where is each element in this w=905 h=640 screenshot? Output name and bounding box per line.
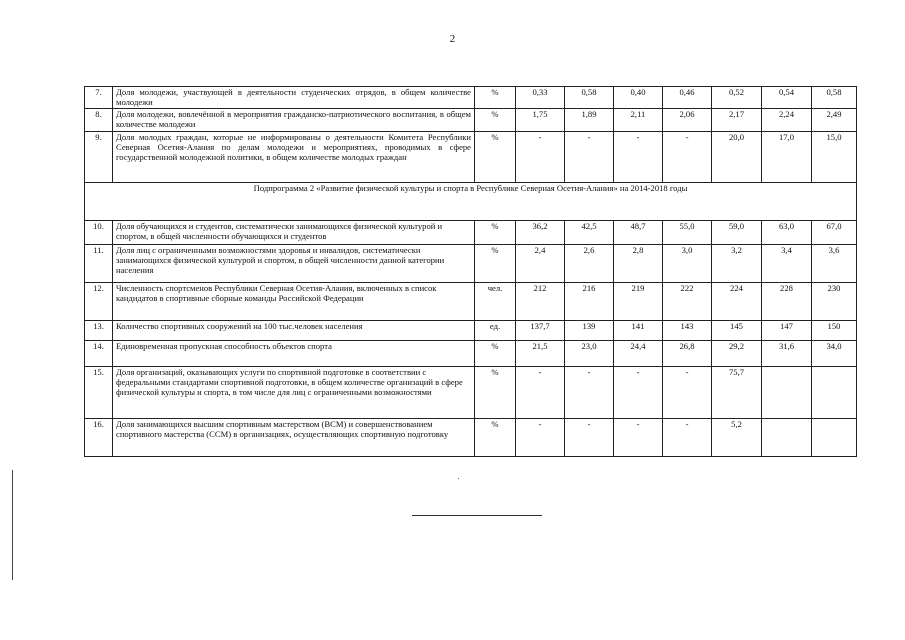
indicator-description: Доля молодых граждан, которые не информированы о деятельности Комитета Республики Северная Осетия-Алания по делам молодежи и мероприятиях, проводимых в сфере государственной молодежной политики, в общем количестве молодых граждан xyxy=(113,132,475,183)
value-cell xyxy=(812,367,857,419)
value-cell: 23,0 xyxy=(565,341,614,367)
indicators-table xyxy=(84,86,857,457)
value-cell: 20,0 xyxy=(712,132,762,183)
unit-cell: чел. xyxy=(475,283,516,321)
value-cell: 48,7 xyxy=(614,221,663,245)
value-cell: 31,6 xyxy=(762,341,812,367)
unit-cell: % xyxy=(475,109,516,132)
value-cell: 228 xyxy=(762,283,812,321)
row-number: 9. xyxy=(85,132,113,183)
value-cell: 2,6 xyxy=(565,245,614,283)
row-number: 10. xyxy=(85,221,113,245)
value-cell: - xyxy=(516,367,565,419)
value-cell: 42,5 xyxy=(565,221,614,245)
row-number: 11. xyxy=(85,245,113,283)
table-row xyxy=(85,367,857,419)
value-cell: - xyxy=(516,419,565,457)
value-cell: 2,17 xyxy=(712,109,762,132)
unit-cell: % xyxy=(475,367,516,419)
indicator-description: Доля занимающихся высшим спортивным мастерством (ВСМ) и совершенствованием спортивного мастерства (ССМ) в организациях, осуществляющих спортивную подготовку xyxy=(113,419,475,457)
indicator-description: Доля лиц с ограниченными возможностями здоровья и инвалидов, систематически занимающихся физической культурой и спортом, в общей численности данной категории населения xyxy=(113,245,475,283)
row-number: 16. xyxy=(85,419,113,457)
value-cell: 2,49 xyxy=(812,109,857,132)
value-cell: 26,8 xyxy=(663,341,712,367)
unit-cell: ед. xyxy=(475,321,516,341)
value-cell: 222 xyxy=(663,283,712,321)
indicator-description: Количество спортивных сооружений на 100 тыс.человек населения xyxy=(113,321,475,341)
value-cell: 0,33 xyxy=(516,87,565,109)
value-cell: 55,0 xyxy=(663,221,712,245)
value-cell: - xyxy=(614,419,663,457)
value-cell: - xyxy=(516,132,565,183)
value-cell: - xyxy=(663,132,712,183)
value-cell: 224 xyxy=(712,283,762,321)
row-number: 8. xyxy=(85,109,113,132)
value-cell: 2,24 xyxy=(762,109,812,132)
value-cell: - xyxy=(663,419,712,457)
value-cell: 59,0 xyxy=(712,221,762,245)
page-number: 2 xyxy=(449,33,456,45)
value-cell: 147 xyxy=(762,321,812,341)
indicator-description: Доля молодежи, вовлечённой в мероприятия гражданско-патриотического воспитания, в общем количестве молодежи xyxy=(113,109,475,132)
indicator-description: Численность спортсменов Республики Северная Осетия-Алания, включенных в список кандидатов в спортивные сборные команды Российской Федерации xyxy=(113,283,475,321)
table-row xyxy=(85,419,857,457)
value-cell: - xyxy=(565,367,614,419)
value-cell: 150 xyxy=(812,321,857,341)
value-cell: - xyxy=(614,367,663,419)
value-cell: 1,89 xyxy=(565,109,614,132)
value-cell: 67,0 xyxy=(812,221,857,245)
value-cell: 143 xyxy=(663,321,712,341)
value-cell: 17,0 xyxy=(762,132,812,183)
value-cell: 3,0 xyxy=(663,245,712,283)
value-cell: 1,75 xyxy=(516,109,565,132)
value-cell: 216 xyxy=(565,283,614,321)
unit-cell: % xyxy=(475,132,516,183)
table-row xyxy=(85,132,857,183)
value-cell: 137,7 xyxy=(516,321,565,341)
row-number: 7. xyxy=(85,87,113,109)
value-cell: 29,2 xyxy=(712,341,762,367)
value-cell: 15,0 xyxy=(812,132,857,183)
indicator-description: Доля обучающихся и студентов, систематически занимающихся физической культурой и спортом, в общей численности обучающихся и студентов xyxy=(113,221,475,245)
value-cell: - xyxy=(565,419,614,457)
value-cell: 63,0 xyxy=(762,221,812,245)
value-cell xyxy=(762,367,812,419)
scan-speck xyxy=(458,478,459,479)
unit-cell: % xyxy=(475,221,516,245)
value-cell: 2,11 xyxy=(614,109,663,132)
subprogram-title: Подпрограмма 2 «Развитие физической культуры и спорта в Республике Северная Осетия-Алания» на 2014-2018 годы xyxy=(85,183,857,221)
value-cell: 139 xyxy=(565,321,614,341)
value-cell: 3,6 xyxy=(812,245,857,283)
value-cell: 34,0 xyxy=(812,341,857,367)
value-cell: 21,5 xyxy=(516,341,565,367)
unit-cell: % xyxy=(475,341,516,367)
scan-margin-line xyxy=(12,470,13,580)
value-cell: 3,4 xyxy=(762,245,812,283)
value-cell: 0,54 xyxy=(762,87,812,109)
value-cell xyxy=(762,419,812,457)
value-cell: 0,40 xyxy=(614,87,663,109)
value-cell: 2,8 xyxy=(614,245,663,283)
indicator-description: Доля организаций, оказывающих услуги по спортивной подготовке в соответствии с федеральными стандартами спортивной подготовки, в общем количестве организаций в сфере физической культуры и спорта, в том числе для лиц с ограниченными возможностями xyxy=(113,367,475,419)
value-cell: - xyxy=(565,132,614,183)
table-row xyxy=(85,87,857,109)
value-cell: 2,06 xyxy=(663,109,712,132)
table-row xyxy=(85,245,857,283)
indicator-description: Доля молодежи, участвующей в деятельности студенческих отрядов, в общем количестве молодежи xyxy=(113,87,475,109)
row-number: 14. xyxy=(85,341,113,367)
value-cell: 219 xyxy=(614,283,663,321)
value-cell: 36,2 xyxy=(516,221,565,245)
value-cell: 212 xyxy=(516,283,565,321)
table-row xyxy=(85,109,857,132)
indicator-description: Единовременная пропускная способность объектов спорта xyxy=(113,341,475,367)
table-row xyxy=(85,321,857,341)
row-number: 15. xyxy=(85,367,113,419)
row-number: 13. xyxy=(85,321,113,341)
value-cell: 230 xyxy=(812,283,857,321)
value-cell: - xyxy=(663,367,712,419)
unit-cell: % xyxy=(475,245,516,283)
value-cell: 2,4 xyxy=(516,245,565,283)
table-row xyxy=(85,283,857,321)
value-cell xyxy=(812,419,857,457)
subprogram-header-row xyxy=(85,183,857,221)
unit-cell: % xyxy=(475,419,516,457)
value-cell: 0,58 xyxy=(565,87,614,109)
table-row xyxy=(85,341,857,367)
value-cell: 0,52 xyxy=(712,87,762,109)
value-cell: 0,46 xyxy=(663,87,712,109)
value-cell: 5,2 xyxy=(712,419,762,457)
value-cell: 75,7 xyxy=(712,367,762,419)
value-cell: - xyxy=(614,132,663,183)
table-row xyxy=(85,221,857,245)
value-cell: 145 xyxy=(712,321,762,341)
row-number: 12. xyxy=(85,283,113,321)
value-cell: 24,4 xyxy=(614,341,663,367)
unit-cell: % xyxy=(475,87,516,109)
end-of-document-rule xyxy=(412,515,542,516)
value-cell: 141 xyxy=(614,321,663,341)
value-cell: 3,2 xyxy=(712,245,762,283)
value-cell: 0,58 xyxy=(812,87,857,109)
